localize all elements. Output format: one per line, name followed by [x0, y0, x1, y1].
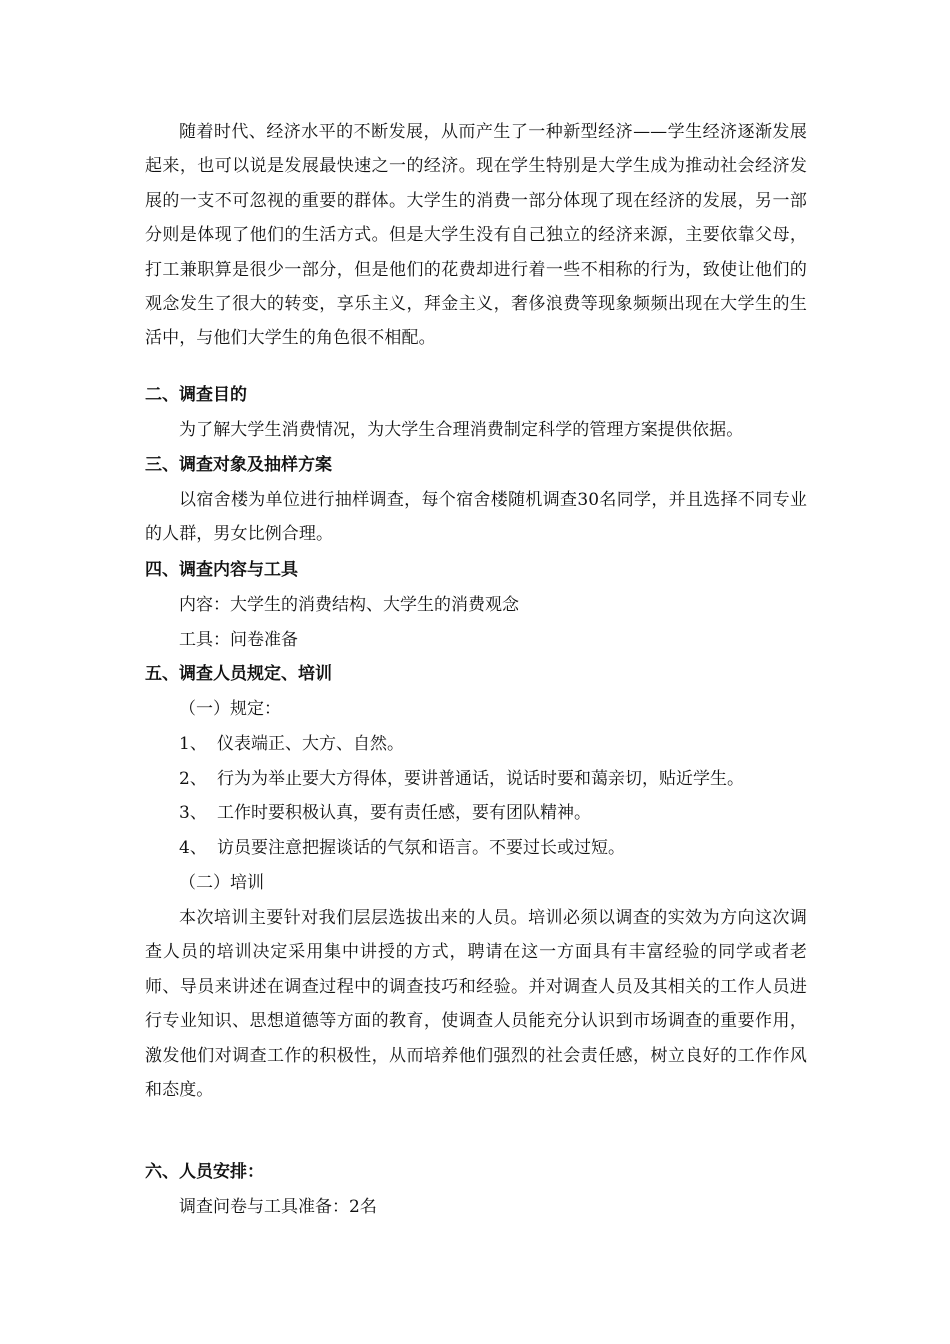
rule-item — [179, 831, 625, 865]
rule-text: 行为为举止要大方得体，要讲普通话，说话时要和蔼亲切，贴近学生。 — [217, 769, 744, 789]
subheading-training: （二）培训 — [179, 873, 264, 893]
purpose-paragraph: 为了解大学生消费情况，为大学生合理消费制定科学的管理方案提供依据。 — [179, 420, 744, 440]
rule-item — [179, 727, 404, 761]
intro-paragraph: 随着时代、经济水平的不断发展，从而产生了一种新型经济——学生经济逐渐发展起来，也可以说是发展最快速之一的经济。现在学生特别是大学生成为推动社会经济发展的一支不可忽视的重要的群体。大学生的消费一部分体现了现在经济的发展，另一部分则是体现了他们的生活方式。但是大学生没有自己独立的经济来源，主要依靠父母，打工兼职算是很少一部分，但是他们的花费却进行着一些不相称的行为，致使让他们的观念发生了很大的转变，享乐主义，拜金主义，奢侈浪费等现象频频出现在大学生的生活中，与他们大学生的角色很不相配。 — [145, 122, 807, 349]
rule-number: 3、 — [179, 803, 207, 823]
rule-number: 2、 — [179, 769, 207, 789]
section-heading-purpose: 二、调查目的 — [145, 385, 247, 405]
rule-text: 工作时要积极认真，要有责任感，要有团队精神。 — [217, 803, 591, 823]
section-heading-staffing: 六、人员安排： — [145, 1162, 264, 1182]
tools-line: 工具：问卷准备 — [179, 630, 298, 650]
training-paragraph: 本次培训主要针对我们层层选拔出来的人员。培训必须以调查的实效为方向这次调查人员的培训决定采用集中讲授的方式，聘请在这一方面具有丰富经验的同学或者老师、导员来讲述在调查过程中的调查技巧和经验。并对调查人员及其相关的工作人员进行专业知识、思想道德等方面的教育，使调查人员能充分认识到市场调查的重要作用，激发他们对调查工作的积极性，从而培养他们强烈的社会责任感，树立良好的工作作风和态度。 — [145, 908, 807, 1101]
section-heading-staff-rules-training: 五、调查人员规定、培训 — [145, 664, 332, 684]
sampling-paragraph: 以宿舍楼为单位进行抽样调查，每个宿舍楼随机调查30名同学，并且选择不同专业的人群，男女比例合理。 — [145, 490, 807, 545]
section-heading-sampling: 三、调查对象及抽样方案 — [145, 455, 332, 475]
rule-number: 1、 — [179, 734, 207, 754]
rule-text: 访员要注意把握谈话的气氛和语言。不要过长或过短。 — [217, 838, 625, 858]
rule-text: 仪表端正、大方、自然。 — [217, 734, 404, 754]
rule-item — [179, 762, 744, 796]
rule-number: 4、 — [179, 838, 207, 858]
subheading-rules: （一）规定： — [179, 699, 281, 719]
staffing-line: 调查问卷与工具准备：2名 — [179, 1197, 377, 1217]
section-heading-content-tools: 四、调查内容与工具 — [145, 560, 298, 580]
content-line: 内容：大学生的消费结构、大学生的消费观念 — [179, 595, 519, 615]
rule-item — [179, 796, 591, 830]
